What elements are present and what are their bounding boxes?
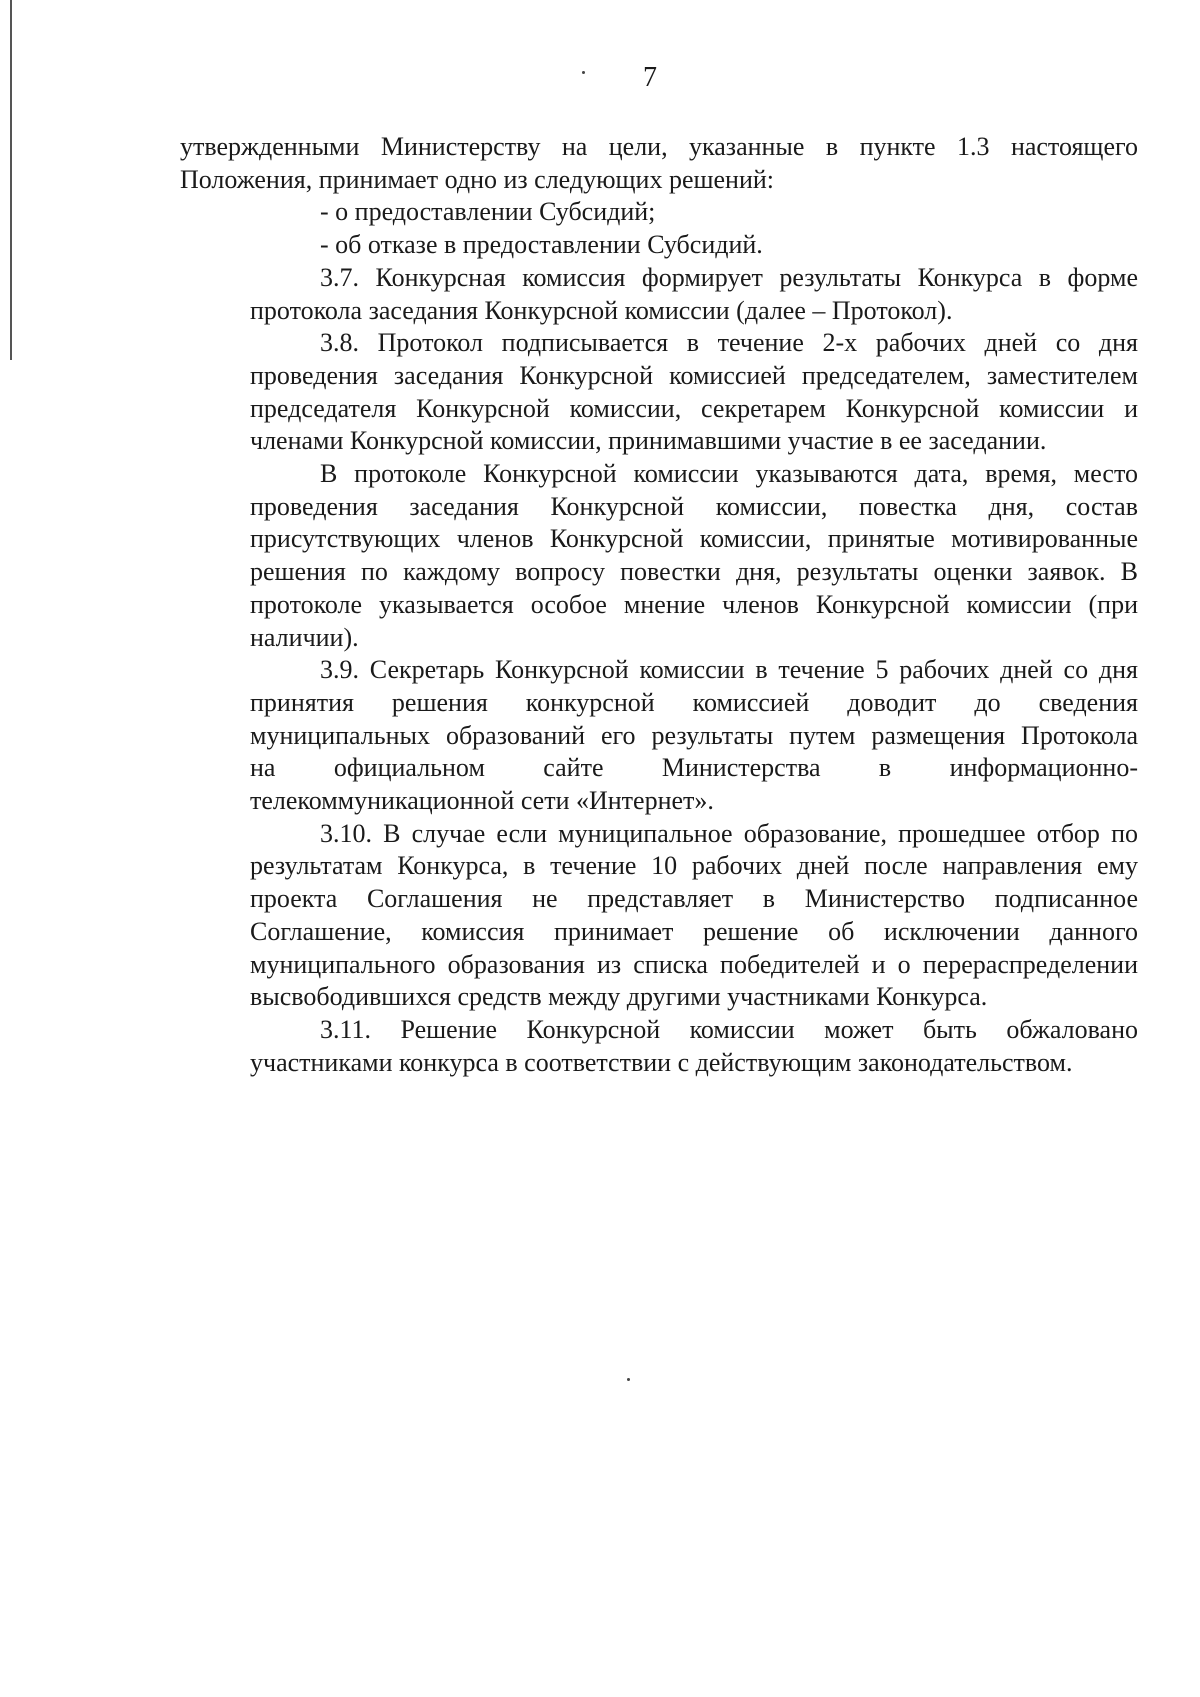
text-line: присутствующих членов Конкурсной комиссии, принятые мотивированные <box>250 524 1138 554</box>
text-line: принятия решения конкурсной комиссией доводит до сведения <box>250 687 1138 717</box>
text-line: Соглашение, комиссия принимает решение об исключении данного <box>250 916 1138 946</box>
text-line: муниципальных образований его результаты путем размещения Протокола <box>250 720 1138 750</box>
text-line: участниками конкурса в соответствии с действующим законодательством. <box>250 1047 1073 1077</box>
scan-speck <box>627 1378 630 1381</box>
text-line: - об отказе в предоставлении Субсидий. <box>320 230 763 260</box>
document-body <box>180 131 1138 1079</box>
paragraph <box>180 196 1138 229</box>
paragraph <box>180 458 1138 654</box>
paragraph <box>180 131 1138 196</box>
text-line: проекта Соглашения не представляет в Министерство подписанное <box>250 884 1138 914</box>
text-line: наличии). <box>250 622 359 652</box>
page-number: 7 <box>643 62 657 93</box>
text-line: членами Конкурсной комиссии, принимавшими участие в ее заседании. <box>250 426 1047 456</box>
text-line: В протоколе Конкурсной комиссии указываются дата, время, место <box>320 459 1138 489</box>
text-line: результатам Конкурса, в течение 10 рабочих дней после направления ему <box>250 851 1138 881</box>
text-line: 3.10. В случае если муниципальное образование, прошедшее отбор по <box>320 818 1138 848</box>
paragraph <box>180 654 1138 818</box>
text-line: решения по каждому вопросу повестки дня, результаты оценки заявок. В <box>250 557 1138 587</box>
text-line: протоколе указывается особое мнение членов Конкурсной комиссии (при <box>250 589 1138 619</box>
text-line: на официальном сайте Министерства в информационно- <box>250 753 1138 783</box>
text-line: 3.7. Конкурсная комиссия формирует результаты Конкурса в форме <box>320 262 1138 292</box>
text-line: председателя Конкурсной комиссии, секретарем Конкурсной комиссии и <box>250 393 1138 423</box>
paragraph <box>180 818 1138 1014</box>
text-line: 3.9. Секретарь Конкурсной комиссии в течение 5 рабочих дней со дня <box>320 655 1138 685</box>
paragraph <box>180 1014 1138 1079</box>
text-line: высвободившихся средств между другими участниками Конкурса. <box>250 982 988 1012</box>
text-line: протокола заседания Конкурсной комиссии (далее – Протокол). <box>250 295 953 325</box>
text-line: муниципального образования из списка победителей и о перераспределении <box>250 949 1138 979</box>
paragraph <box>180 262 1138 327</box>
text-line: Положения, принимает одно из следующих решений: <box>180 164 775 194</box>
text-line: - о предоставлении Субсидий; <box>320 197 656 227</box>
text-line: утвержденными Министерству на цели, указанные в пункте 1.3 настоящего <box>180 132 1138 161</box>
text-line: проведения заседания Конкурсной комиссией председателем, заместителем <box>250 360 1138 390</box>
text-line: проведения заседания Конкурсной комиссии, повестка дня, состав <box>250 491 1138 521</box>
paragraph <box>180 229 1138 262</box>
text-line: 3.8. Протокол подписывается в течение 2-х рабочих дней со дня <box>320 328 1138 358</box>
text-line: телекоммуникационной сети «Интернет». <box>250 786 714 816</box>
paragraph <box>180 327 1138 458</box>
text-line: 3.11. Решение Конкурсной комиссии может быть обжаловано <box>320 1014 1138 1044</box>
scan-edge-line <box>10 0 12 360</box>
